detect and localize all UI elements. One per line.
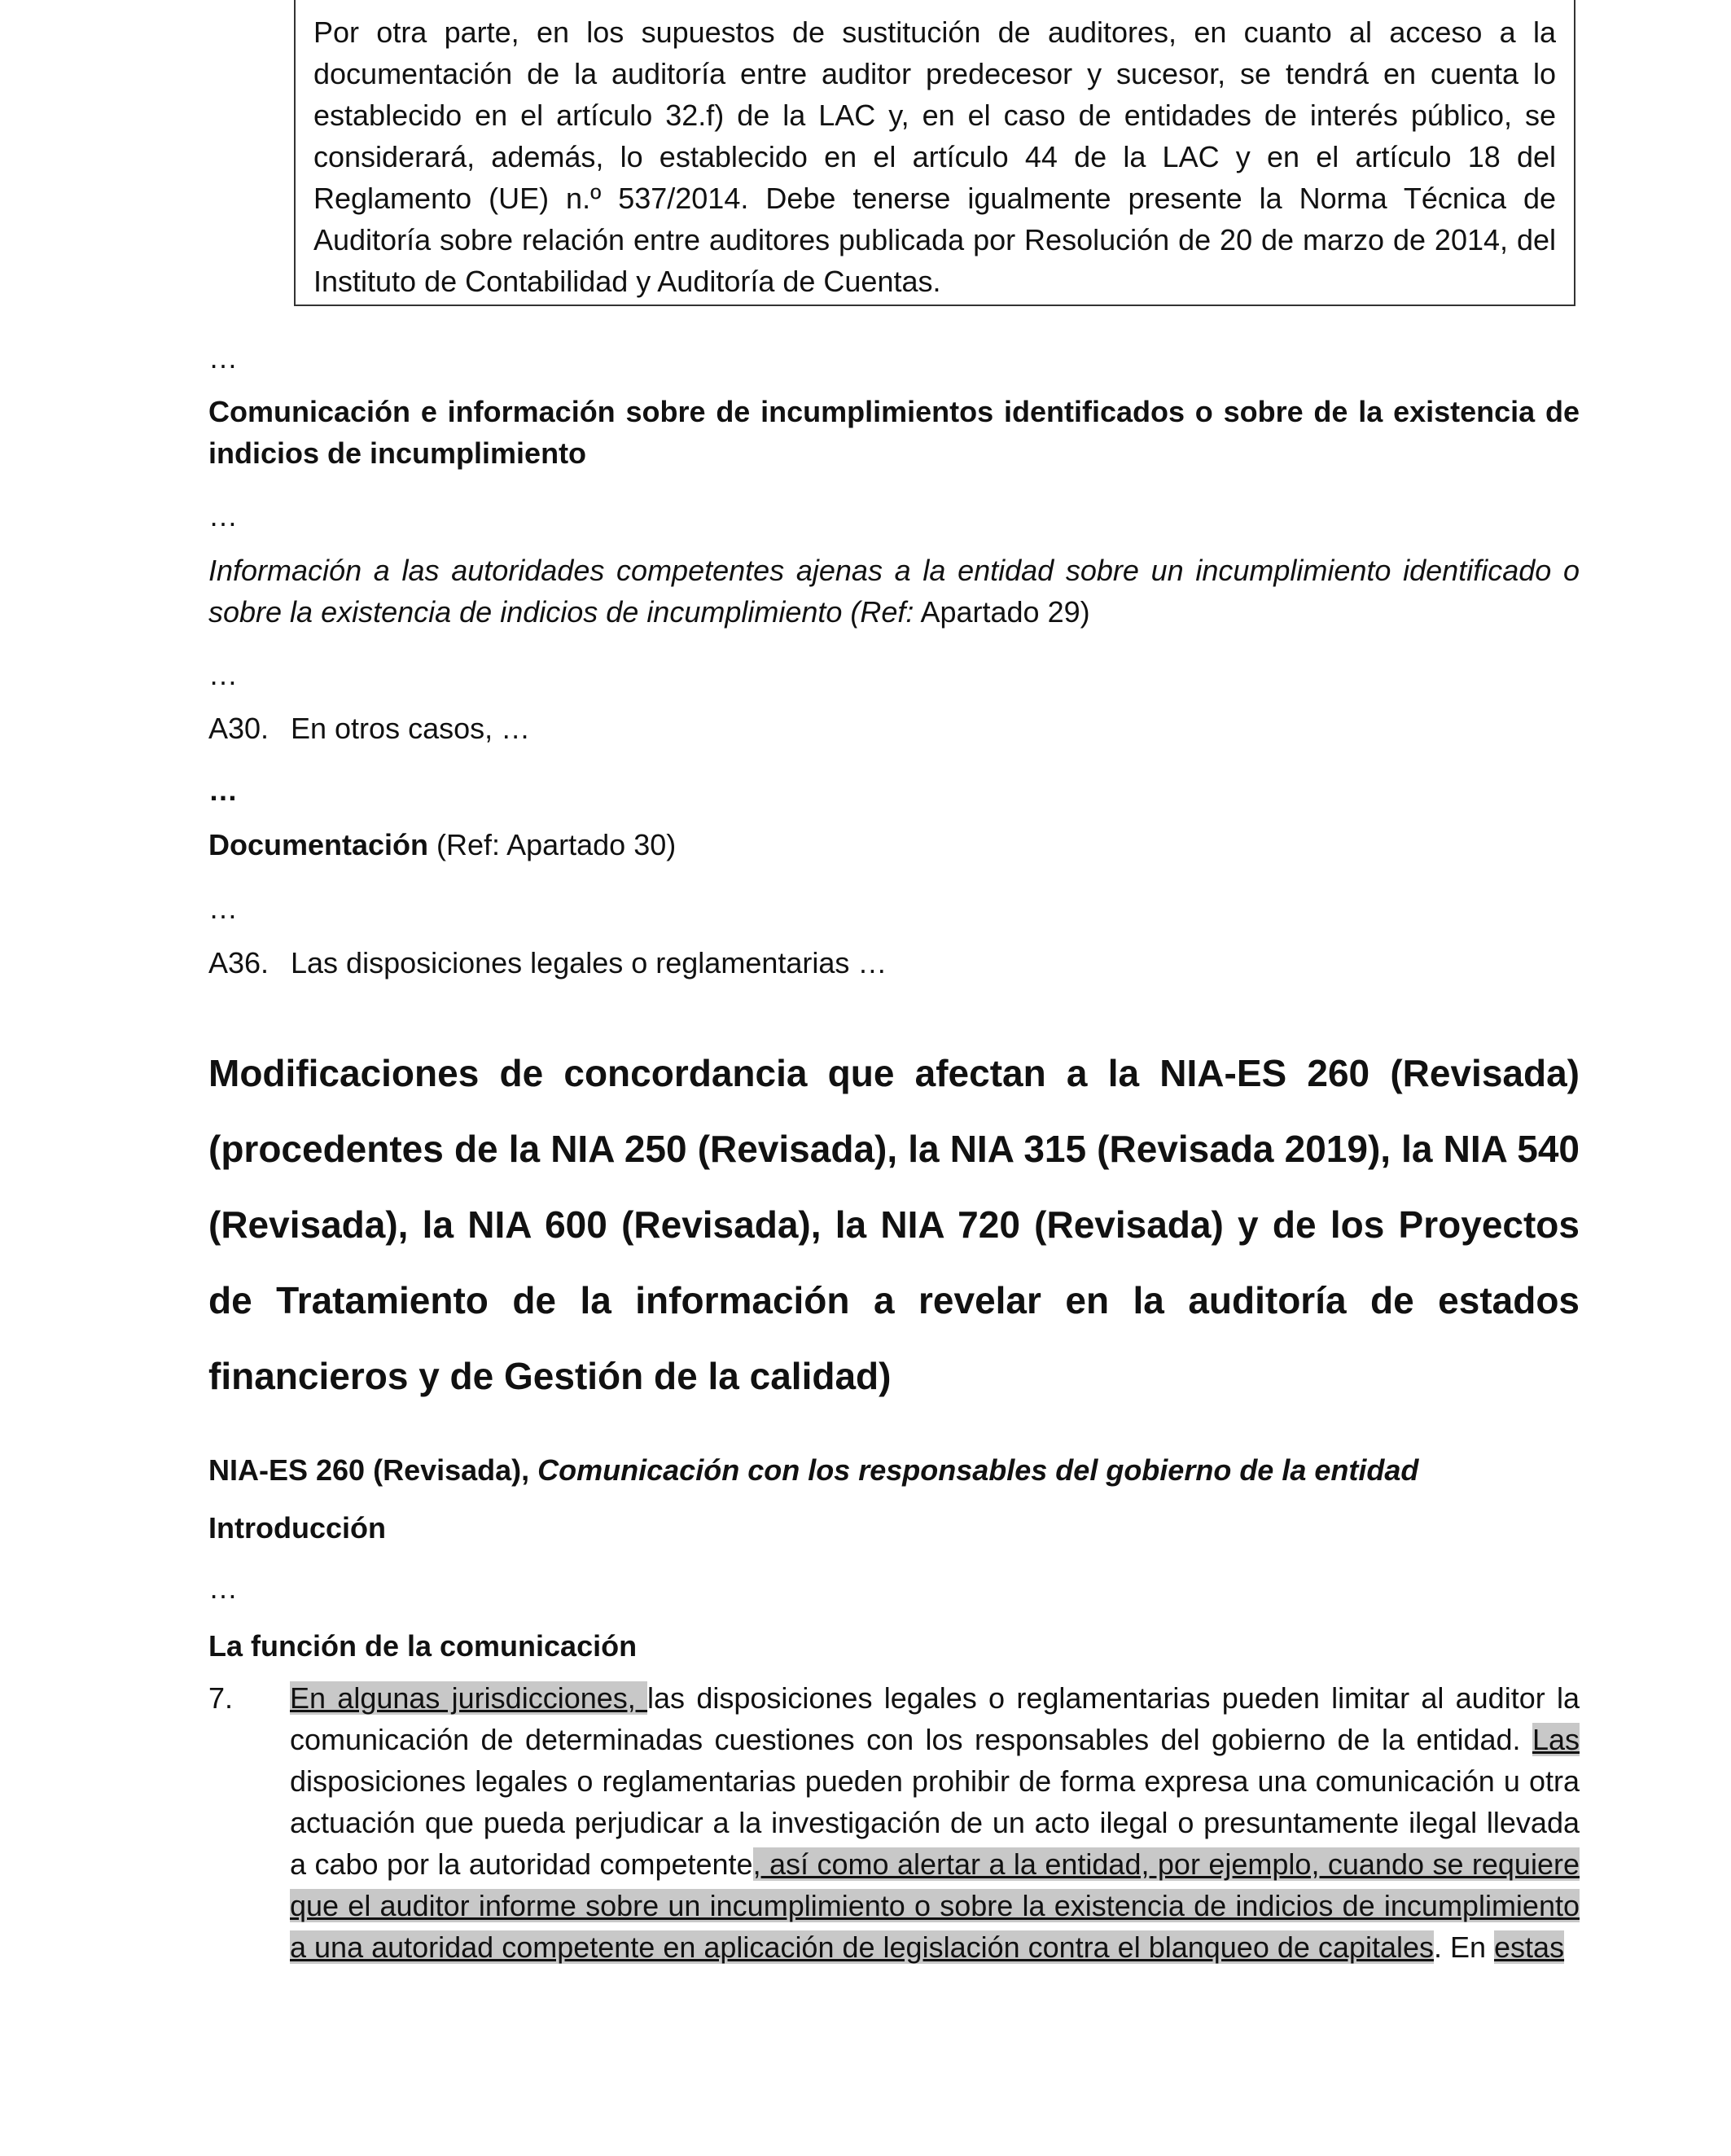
ellipsis-1: …	[208, 341, 238, 375]
boxed-note-text: Por otra parte, en los supuestos de sustitución de auditores, en cuanto al acceso a la documentación de la auditoría entre auditor predecesor y sucesor, se tendrá en cuenta lo establecido en el artículo 32.f) de la LAC y, en el caso de entidades de interés público, se considerará, además, lo establecido en el artículo 44 de la LAC y en el artículo 18 del Reglamento (UE) n.º 537/2014. Debe tenerse igualmente presente la Norma Técnica de Auditoría sobre relación entre auditores publicada por Resolución de 20 de marzo de 2014, del Instituto de Contabilidad y Auditoría de Cuentas.	[313, 15, 1556, 298]
highlight-3: , así como alertar a la entidad, por ejemplo, cuando se requiere que el auditor informe sobre un incumplimiento o sobre la existencia de indicios de incumplimiento a una autoridad competente en aplicación de legislación contra el blanqueo de capitales	[290, 1847, 1580, 1964]
a36-number: A36.	[208, 946, 270, 979]
documentacion-ref: (Ref: Apartado 30)	[428, 828, 677, 861]
nia-title-number: NIA-ES 260 (Revisada),	[208, 1453, 530, 1487]
ellipsis-3: …	[208, 658, 238, 691]
section-title: Modificaciones de concordancia que afectan a la NIA-ES 260 (Revisada) (procedentes de la NIA 250 (Revisada), la NIA 315 (Revisada 2019), la NIA 540 (Revisada), la NIA 600 (Revisada), la NIA 720 (Revisada) y de los Proyectos de Tratamiento de la información a revelar en la auditoría de estados financieros y de Gestión de la calidad)	[208, 1052, 1580, 1397]
subheading-informacion-text: Información a las autoridades competentes ajenas a la entidad sobre un incumplimiento identificado o sobre la existencia de indicios de incumplimiento (Ref:	[208, 554, 1580, 629]
highlight-1: En algunas jurisdicciones,	[290, 1681, 648, 1715]
heading-comunicacion: Comunicación e información sobre de incumplimientos identificados o sobre de la existencia de indicios de incumplimiento	[208, 395, 1580, 470]
subheading-informacion-ref: Apartado 29)	[914, 595, 1090, 629]
paragraph-a30	[208, 708, 1580, 749]
ellipsis-5: …	[208, 892, 238, 925]
para7-text-2: disposiciones legales o reglamentarias pueden prohibir de forma expresa una comunicación u otra actuación que pueda perjudicar a la investigación de un acto ilegal o presuntamente ilegal llevada a cabo por la autoridad competente	[290, 1764, 1580, 1881]
boxed-note	[294, 0, 1575, 306]
para7-text-1: las disposiciones legales o reglamentarias pueden limitar al auditor la comunicación de determinadas cuestiones con los responsables del gobierno de la entidad.	[290, 1681, 1580, 1756]
para7-text-3: . En	[1433, 1930, 1495, 1964]
nia-title	[208, 1449, 1580, 1491]
a30-text: En otros casos, …	[291, 712, 531, 745]
ellipsis-4: …	[208, 773, 238, 807]
nia-title-name: Comunicación con los responsables del gobierno de la entidad	[529, 1453, 1419, 1487]
a30-number: A30.	[208, 712, 270, 745]
ellipsis-6: …	[208, 1571, 238, 1605]
documentacion-label: Documentación	[208, 828, 429, 861]
paragraph-7	[290, 1677, 1580, 1968]
heading-introduccion: Introducción	[208, 1511, 386, 1545]
ellipsis-2: …	[208, 499, 238, 532]
paragraph-7-number: 7.	[208, 1681, 234, 1715]
a36-text: Las disposiciones legales o reglamentarias …	[291, 946, 887, 979]
highlight-2: Las	[1532, 1723, 1580, 1756]
heading-funcion: La función de la comunicación	[208, 1629, 638, 1663]
subheading-informacion	[208, 550, 1580, 633]
paragraph-a36	[208, 942, 1580, 984]
heading-documentacion	[208, 824, 1580, 865]
highlight-4: estas	[1494, 1930, 1565, 1964]
